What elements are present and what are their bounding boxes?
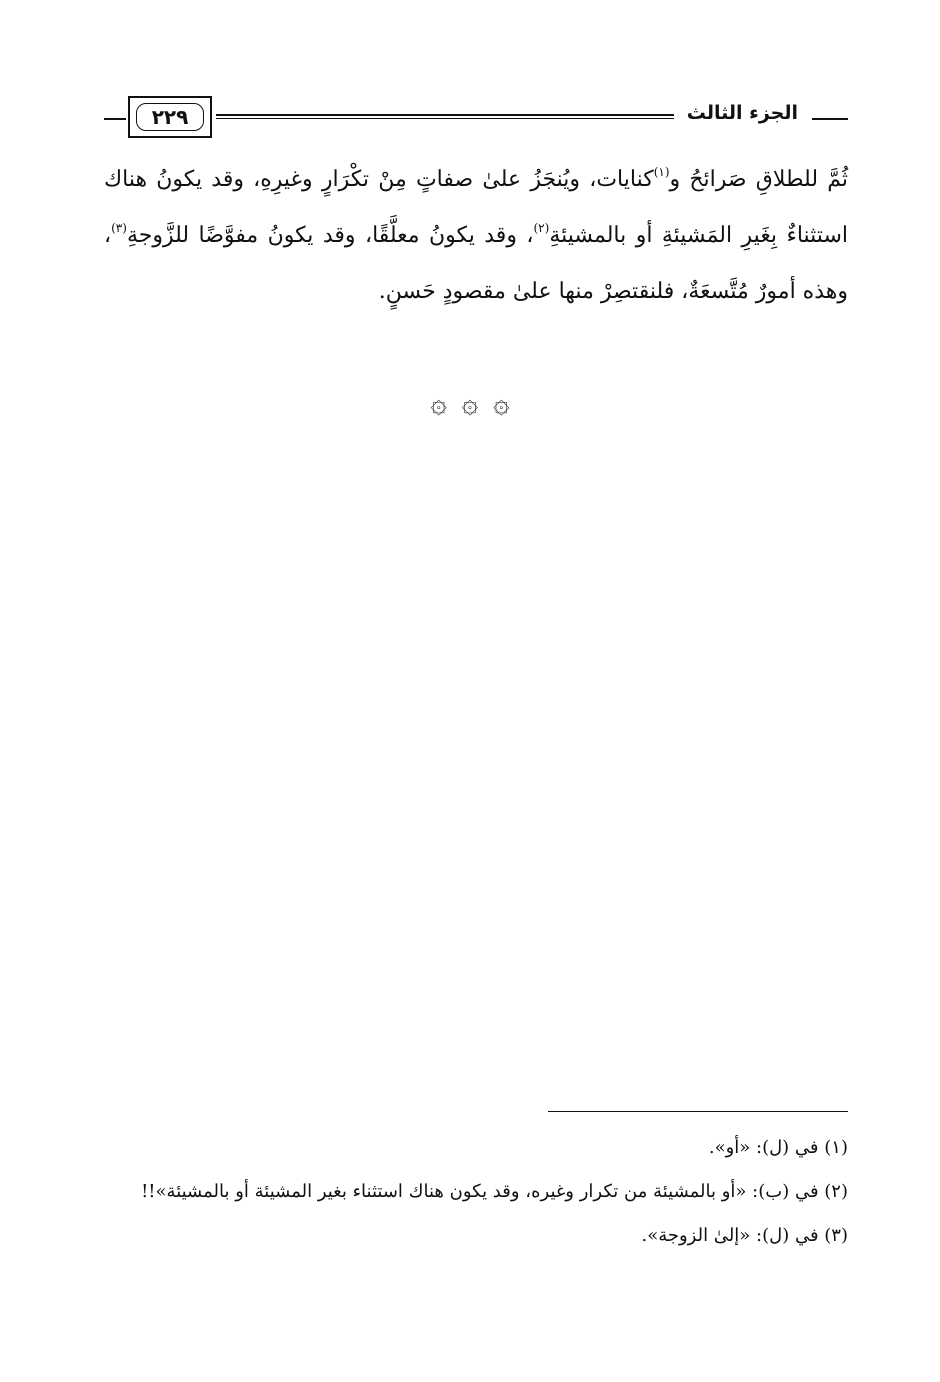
header-dash-right [812, 118, 848, 120]
text-run: ، وقد يكونُ معلَّقًا، وقد يكونُ مفوَّضًا للزَّوجةِ [126, 223, 534, 248]
footnote-3: (٣) في (ل): «إلىٰ الزوجة». [641, 1225, 848, 1246]
footnote-1: (١) في (ل): «أو». [708, 1137, 848, 1158]
text-run: ثُمَّ للطلاقِ صَرائحُ و [669, 167, 848, 192]
main-paragraph [104, 152, 848, 320]
footnote-ref-2: (٢) [533, 221, 550, 235]
footnote-2: (٢) في (ب): «أو بالمشيئة من تكرار وغيره، وقد يكون هناك استثناء بغير المشيئة أو بالمشيئة»!! [141, 1181, 848, 1202]
footnote-ref-3: (٣) [111, 221, 127, 235]
running-header [104, 96, 848, 140]
running-header-title: الجزء الثالث [686, 102, 798, 124]
star-ornament-icon: ۞ [493, 386, 510, 419]
footnote-separator [548, 1111, 848, 1112]
footnote-ref-1: (١) [653, 165, 670, 179]
header-rule [216, 114, 674, 119]
header-dash-left [104, 118, 126, 120]
text-run: ، وهذه أمورٌ مُتَّسعَةٌ، فلنقتصِرْ منها علىٰ مقصودٍ حَسنٍ. [104, 223, 848, 304]
page-number-box [128, 96, 212, 138]
text-run: كنايات، ويُنجَزُ علىٰ صفاتٍ مِنْ تكْرَارٍ وغيرِهِ، وقد يكونُ هناك استثناءٌ بِغَيرِ المَشيئةِ أو بالمشيئةِ [104, 167, 848, 248]
section-end-ornaments [0, 386, 940, 419]
page-number: ٢٢٩ [136, 103, 204, 131]
star-ornament-icon: ۞ [461, 386, 479, 419]
star-ornament-icon: ۞ [430, 386, 447, 419]
footnotes [104, 1126, 848, 1258]
paragraph-text [104, 152, 848, 320]
